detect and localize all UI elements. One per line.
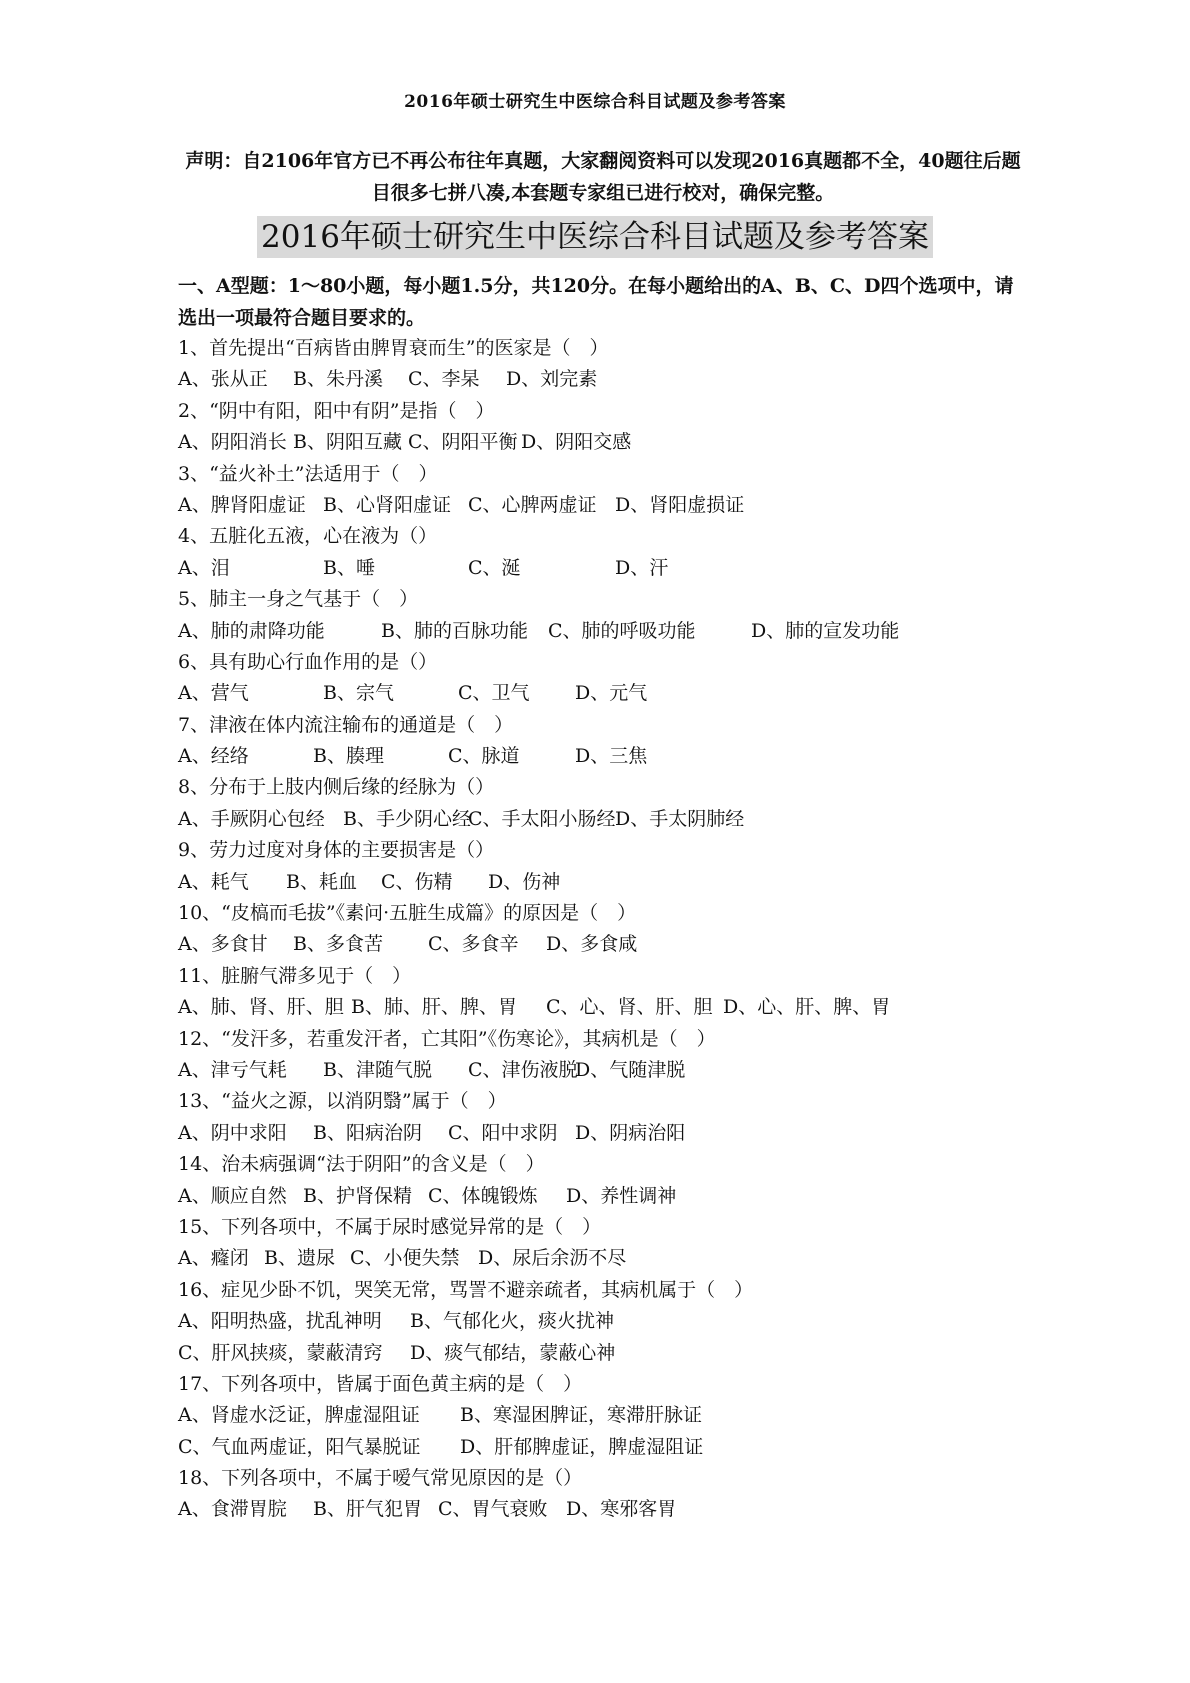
option-row: [178, 364, 1038, 395]
option-row: [178, 1306, 1038, 1337]
answer-option: C、李杲: [408, 368, 480, 391]
answer-option: D、刘完素: [506, 368, 598, 391]
answer-option: C、肺的呼吸功能: [548, 619, 696, 642]
option-row: [178, 992, 1038, 1023]
option-row: [178, 1400, 1038, 1431]
answer-option: C、手太阳小肠经: [468, 807, 616, 830]
answer-option: A、手厥阴心包经: [178, 807, 325, 830]
answer-option: C、小便失禁: [350, 1247, 460, 1270]
answer-option: B、腠理: [313, 745, 384, 768]
question-text: 17、下列各项中，皆属于面色黄主病的是（ ）: [178, 1372, 583, 1395]
answer-option: A、营气: [178, 682, 249, 705]
option-row: [178, 741, 1038, 772]
answer-option: A、癃闭: [178, 1247, 249, 1270]
question-text: 12、“发汗多，若重发汗者，亡其阳”《伤寒论》，其病机是（ ）: [178, 1027, 716, 1050]
answer-option: D、三焦: [575, 745, 648, 768]
option-row: [178, 1432, 1038, 1463]
answer-option: C、气血两虚证，阳气暴脱证: [178, 1435, 421, 1458]
answer-option: B、遗尿: [264, 1247, 335, 1270]
answer-option: D、气随津脱: [575, 1058, 686, 1081]
option-row: [178, 1055, 1038, 1086]
option-row: [178, 616, 1038, 647]
answer-option: D、伤神: [488, 870, 561, 893]
question-text: 3、“益火补土”法适用于（ ）: [178, 462, 438, 485]
answer-option: A、泪: [178, 556, 230, 579]
document-top-title: 2016年硕士研究生中医综合科目试题及参考答案: [404, 92, 786, 112]
section-heading: 一、A型题：1～80小题，每小题1.5分，共120分。在每小题给出的A、B、C、D四个选项中，请选出一项最符合题目要求的。: [178, 275, 1014, 329]
question-text: 9、劳力过度对身体的主要损害是（）: [178, 839, 495, 862]
answer-option: A、肺的肃降功能: [178, 619, 325, 642]
question-text: 6、具有助心行血作用的是（）: [178, 650, 438, 673]
answer-option: C、多食辛: [428, 933, 519, 956]
question-text: 5、肺主一身之气基于（ ）: [178, 588, 419, 611]
answer-option: B、阴阳互藏: [293, 431, 402, 454]
answer-option: B、护肾保精: [303, 1184, 412, 1207]
main-heading: 2016年硕士研究生中医综合科目试题及参考答案: [257, 216, 933, 258]
answer-option: A、肾虚水泛证，脾虚湿阻证: [178, 1404, 420, 1427]
answer-option: D、阴病治阳: [575, 1121, 686, 1144]
question-text: 2、“阴中有阳，阳中有阴”是指（ ）: [178, 399, 495, 422]
answer-option: C、阴阳平衡: [408, 431, 518, 454]
answer-option: A、肺、肾、肝、胆: [178, 996, 344, 1019]
statement-paragraph: 声明：自2106年官方已不再公布往年真题，大家翻阅资料可以发现2016真题都不全，40题往后题目很多七拼八凑,本套题专家组已进行校对，确保完整。: [185, 150, 1021, 204]
option-row: [178, 1338, 1038, 1369]
answer-option: C、脉道: [448, 745, 520, 768]
answer-option: C、肝风挟痰，蒙蔽清窍: [178, 1341, 383, 1364]
answer-option: A、多食甘: [178, 933, 268, 956]
main-heading-wrap: [0, 216, 1190, 258]
option-row: [178, 1243, 1038, 1274]
answer-option: D、养性调神: [566, 1184, 677, 1207]
question-list: [178, 333, 1038, 1526]
option-row: [178, 867, 1038, 898]
option-row: [178, 1494, 1038, 1525]
answer-option: D、心、肝、脾、胃: [723, 996, 891, 1019]
answer-option: A、张从正: [178, 368, 268, 391]
answer-option: C、心脾两虚证: [468, 493, 597, 516]
option-row: [178, 1181, 1038, 1212]
question-text: 8、分布于上肢内侧后缘的经脉为（）: [178, 776, 495, 799]
answer-option: A、阴阳消长: [178, 431, 287, 454]
option-row: [178, 490, 1038, 521]
answer-option: C、体魄锻炼: [428, 1184, 538, 1207]
answer-option: C、卫气: [458, 682, 530, 705]
answer-option: B、肝气犯胃: [313, 1498, 422, 1521]
answer-option: A、津亏气耗: [178, 1058, 287, 1081]
answer-option: D、多食咸: [546, 933, 638, 956]
answer-option: B、心肾阳虚证: [323, 493, 451, 516]
answer-option: B、手少阴心经: [343, 807, 471, 830]
answer-option: C、津伤液脱: [468, 1058, 578, 1081]
answer-option: B、阳病治阴: [313, 1121, 422, 1144]
question-text: 1、首先提出“百病皆由脾胃衰而生”的医家是（ ）: [178, 337, 609, 359]
answer-option: D、肾阳虚损证: [615, 493, 745, 516]
answer-option: B、气郁化火，痰火扰神: [410, 1310, 614, 1333]
answer-option: A、食滞胃脘: [178, 1498, 287, 1521]
question-text: 11、脏腑气滞多见于（ ）: [178, 964, 412, 987]
answer-option: B、津随气脱: [323, 1058, 432, 1081]
answer-option: D、尿后余沥不尽: [478, 1247, 627, 1270]
answer-option: B、宗气: [323, 682, 394, 705]
option-row: [178, 804, 1038, 835]
option-row: [178, 929, 1038, 960]
answer-option: B、肺的百脉功能: [381, 619, 528, 642]
answer-option: D、肝郁脾虚证，脾虚湿阻证: [460, 1435, 704, 1458]
question-text: 4、五脏化五液，心在液为（）: [178, 525, 438, 548]
answer-option: A、耗气: [178, 870, 249, 893]
question-text: 16、症见少卧不饥，哭笑无常，骂詈不避亲疏者，其病机属于（ ）: [178, 1278, 754, 1301]
answer-option: B、寒湿困脾证，寒滞肝脉证: [460, 1404, 702, 1427]
question-text: 10、“皮槁而毛拔”《素问·五脏生成篇》的原因是（ ）: [178, 902, 637, 925]
answer-option: D、元气: [575, 682, 648, 705]
answer-option: C、阳中求阴: [448, 1121, 558, 1144]
answer-option: D、寒邪客胃: [566, 1498, 677, 1521]
answer-option: B、朱丹溪: [293, 368, 383, 391]
answer-option: D、阴阳交感: [521, 431, 632, 454]
answer-option: A、顺应自然: [178, 1184, 287, 1207]
answer-option: B、多食苦: [293, 933, 383, 956]
option-row: [178, 553, 1038, 584]
answer-option: B、唾: [323, 556, 375, 579]
answer-option: C、涎: [468, 556, 521, 579]
answer-option: B、耗血: [286, 870, 357, 893]
answer-option: A、经络: [178, 745, 249, 768]
answer-option: A、阴中求阳: [178, 1121, 287, 1144]
option-row: [178, 1118, 1038, 1149]
answer-option: A、脾肾阳虚证: [178, 493, 306, 516]
option-row: [178, 678, 1038, 709]
answer-option: B、肺、肝、脾、胃: [351, 996, 517, 1019]
answer-option: C、伤精: [381, 870, 453, 893]
answer-option: D、手太阴肺经: [615, 807, 745, 830]
question-text: 15、下列各项中，不属于尿时感觉异常的是（ ）: [178, 1215, 602, 1238]
question-text: 14、治未病强调“法于阴阳”的含义是（ ）: [178, 1153, 545, 1176]
answer-option: A、阳明热盛，扰乱神明: [178, 1310, 382, 1333]
answer-option: C、胃气衰败: [438, 1498, 548, 1521]
question-text: 18、下列各项中，不属于嗳气常见原因的是（）: [178, 1467, 583, 1490]
question-text: 13、“益火之源，以消阴翳”属于（ ）: [178, 1090, 507, 1113]
answer-option: D、肺的宣发功能: [751, 619, 900, 642]
answer-option: C、心、肾、肝、胆: [546, 996, 713, 1019]
answer-option: D、汗: [615, 556, 669, 579]
question-text: 7、津液在体内流注输布的通道是（ ）: [178, 713, 514, 736]
option-row: [178, 427, 1038, 458]
answer-option: D、痰气郁结，蒙蔽心神: [410, 1341, 616, 1364]
